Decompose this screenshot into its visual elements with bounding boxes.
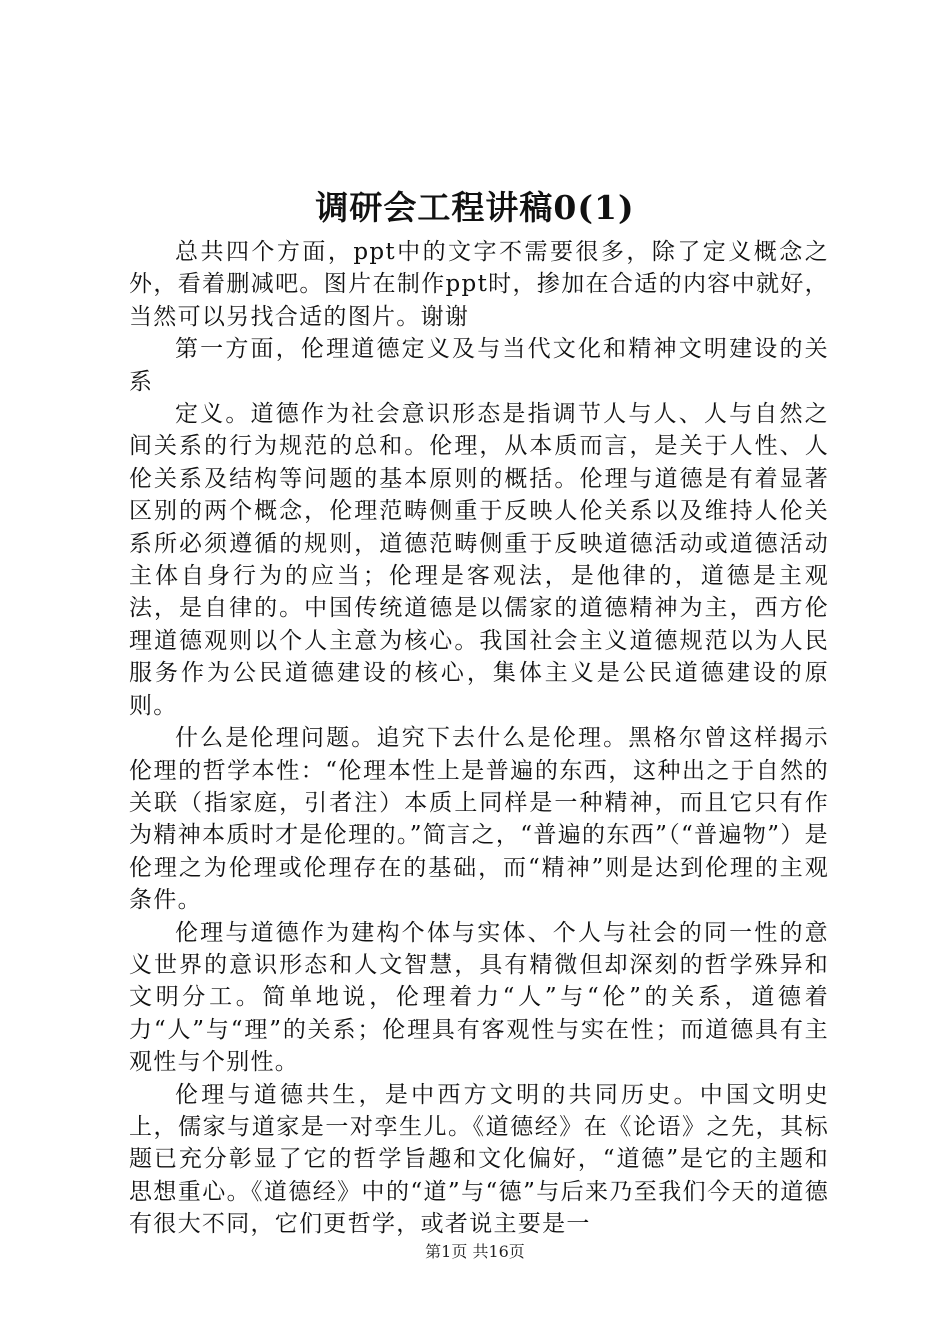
document-body xyxy=(129,236,829,1241)
paragraph-what-is-ethics: 什么是伦理问题。追究下去什么是伦理。黑格尔曾这样揭示伦理的哲学本性：“伦理本性上是普遍的东西，这种出之于自然的关联（指家庭，引者注）本质上同样是一种精神，而且它只有作为精神本质时才是伦理的。”简言之，“普遍的东西”（“普遍物”）是伦理之为伦理或伦理存在的基础，而“精神”则是达到伦理的主观条件。 xyxy=(129,725,829,914)
paragraph-coexistence: 伦理与道德共生，是中西方文明的共同历史。中国文明史上，儒家与道家是一对孪生儿。《道德经》在《论语》之先，其标题已充分彰显了它的哲学旨趣和文化偏好，“道德”是它的主题和思想重心。《道德经》中的“道”与“德”与后来乃至我们今天的道德有很大不同，它们更哲学，或者说主要是一 xyxy=(129,1081,829,1238)
document-title: 调研会工程讲稿0(1) xyxy=(315,188,635,227)
paragraph-section-heading: 第一方面，伦理道德定义及与当代文化和精神文明建设的关系 xyxy=(129,336,829,395)
paragraph-definition: 定义。道德作为社会意识形态是指调节人与人、人与自然之间关系的行为规范的总和。伦理，从本质而言，是关于人性、人伦关系及结构等问题的基本原则的概括。伦理与道德是有着显著区别的两个概念，伦理范畴侧重于反映人伦关系以及维持人伦关系所必须遵循的规则，道德范畴侧重于反映道德活动或道德活动主体自身行为的应当；伦理是客观法，是他律的，道德是主观法，是自律的。中国传统道德是以儒家的道德精神为主，西方伦理道德观则以个人主意为核心。我国社会主义道德规范以为人民服务作为公民道德建设的核心，集体主义是公民道德建设的原则。 xyxy=(129,401,829,719)
paragraph-intro-note: 总共四个方面，ppt中的文字不需要很多，除了定义概念之外，看着删减吧。图片在制作ppt时，掺加在合适的内容中就好，当然可以另找合适的图片。谢谢 xyxy=(129,239,829,330)
paragraph-ethics-and-morality: 伦理与道德作为建构个体与实体、个人与社会的同一性的意义世界的意识形态和人文智慧，具有精微但却深刻的哲学殊异和文明分工。简单地说，伦理着力“人”与“伦”的关系，道德着力“人”与“理”的关系；伦理具有客观性与实在性；而道德具有主观性与个别性。 xyxy=(129,919,829,1076)
page-number-footer: 第1页 共16页 xyxy=(425,1242,525,1261)
